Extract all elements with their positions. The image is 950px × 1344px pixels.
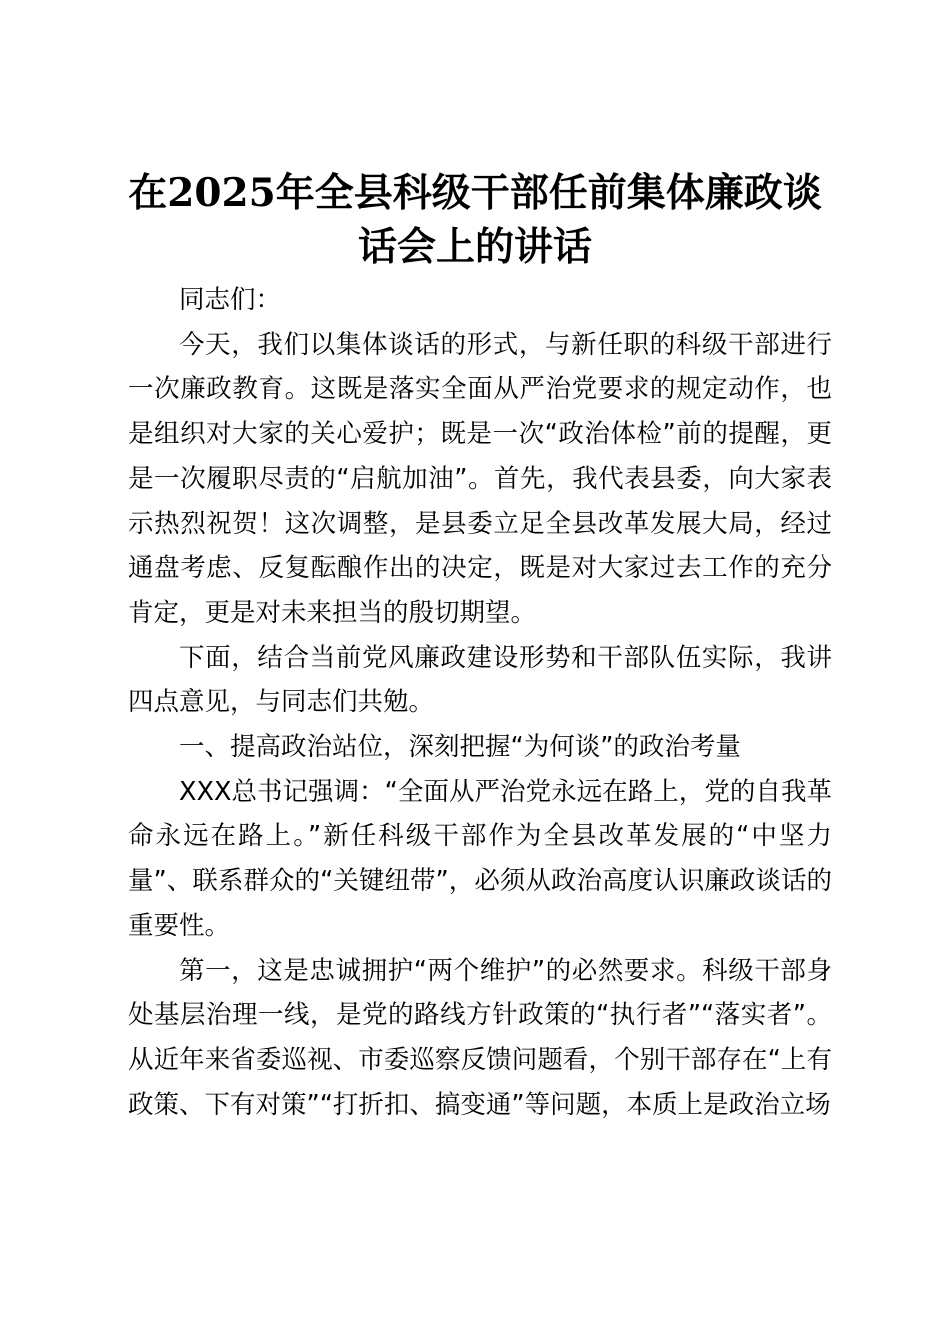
paragraph-intro: 下面，结合当前党风廉政建设形势和干部队伍实际，我讲四点意见，与同志们共勉。 [128,642,832,718]
salutation: 同志们： [179,285,282,315]
paragraph-opening: 今天，我们以集体谈话的形式，与新任职的科级干部进行一次廉政教育。这既是落实全面从严治党要求的规定动作，也是组织对大家的关心爱护；既是一次“政治体检”前的提醒，更是一次履职尽责的“启航加油”。首先，我代表县委，向大家表示热烈祝贺！这次调整，是县委立足全县改革发展大局，经过通盘考虑、反复酝酿作出的决定，既是对大家过去工作的充分肯定，更是对未来担当的殷切期望。 [128,329,832,628]
paragraph-quote: XXX总书记强调：“全面从严治党永远在路上，党的自我革命永远在路上。”新任科级干部作为全县改革发展的“中坚力量”、联系群众的“关键纽带”，必须从政治高度认识廉政谈话的重要性。 [128,776,832,941]
section-heading-1: 一、提高政治站位，深刻把握“为何谈”的政治考量 [179,732,741,763]
paragraph-first-point: 第一，这是忠诚拥护“两个维护”的必然要求。科级干部身处基层治理一线，是党的路线方针政策的“执行者”“落实者”。从近年来省委巡视、市委巡察反馈问题看，个别干部存在“上有政策、下有对策”“打折扣、搞变通”等问题，本质上是政治立场 [128,955,832,1120]
document-body [128,278,832,1127]
document-title: 在2025年全县科级干部任前集体廉政谈话会上的讲话 [128,170,822,270]
